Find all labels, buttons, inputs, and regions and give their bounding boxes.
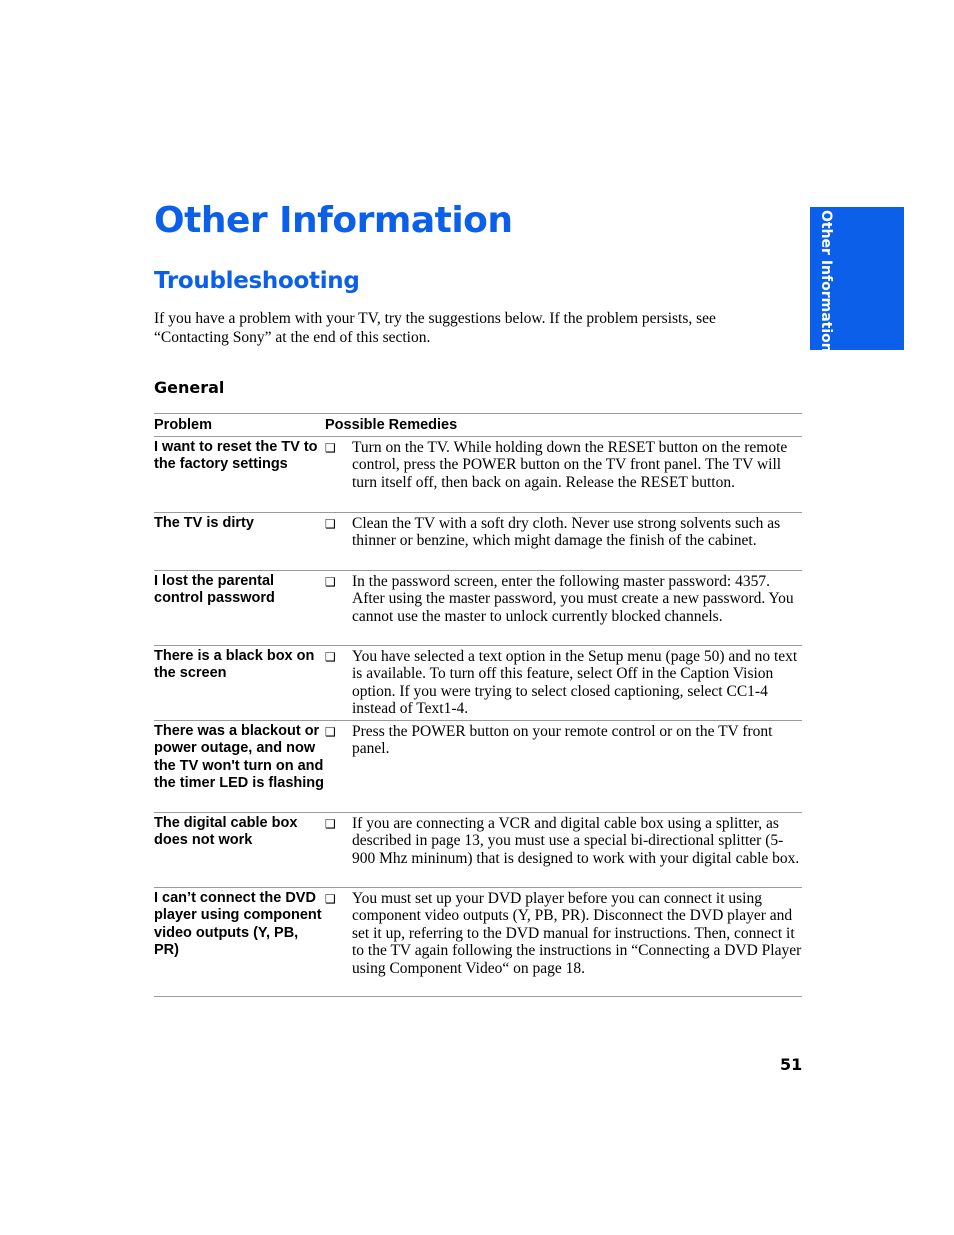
remedy-cell: Clean the TV with a soft dry cloth. Never use strong solvents such as thinner or benzine, which might damage the finish of the cabinet. [352, 515, 781, 550]
problem-cell: There is a black box on the screen [154, 648, 315, 682]
remedy-cell: In the password screen, enter the following master password: 4357. After using the master password, you must create a new password. You cannot use the master to unlock currently blocked channels. [352, 573, 794, 625]
problem-cell: I want to reset the TV to the factory settings [154, 439, 318, 473]
page-number: 51 [780, 1055, 803, 1074]
checkbox-bullet-icon: ❑ [325, 441, 336, 455]
troubleshooting-table [154, 413, 802, 997]
checkbox-bullet-icon: ❑ [325, 650, 336, 664]
checkbox-bullet-icon: ❑ [325, 892, 336, 906]
checkbox-bullet-icon: ❑ [325, 575, 336, 589]
table-header [154, 413, 802, 437]
remedy-cell: You have selected a text option in the Setup menu (page 50) and no text is available. To turn off this feature, select Off in the Caption Vision option. If you were trying to select closed captioning, select CC1-4 instead of Text1-4. [352, 648, 798, 718]
section-title: Troubleshooting [154, 268, 360, 294]
problem-cell: The digital cable box does not work [154, 815, 298, 849]
problem-cell: I lost the parental control password [154, 573, 275, 607]
problem-cell: There was a blackout or power outage, and now the TV won't turn on and the timer LED is flashing [154, 723, 324, 792]
checkbox-bullet-icon: ❑ [325, 817, 336, 831]
table-row [154, 646, 802, 721]
problem-cell: I can’t connect the DVD player using component video outputs (Y, PB, PR) [154, 890, 322, 959]
table-row [154, 437, 802, 513]
checkbox-bullet-icon: ❑ [325, 725, 336, 739]
problem-cell: The TV is dirty [154, 515, 254, 531]
header-remedies: Possible Remedies [325, 417, 458, 433]
page-heading: Other Information [154, 200, 513, 241]
table-row [154, 888, 802, 997]
table-row [154, 513, 802, 571]
remedy-cell: Turn on the TV. While holding down the RESET button on the remote control, press the POWER button on the TV front panel. The TV will turn itself off, then back on again. Release the RESET button. [352, 439, 788, 491]
table-row [154, 721, 802, 813]
subsection-title: General [154, 378, 225, 397]
table-row [154, 813, 802, 888]
remedy-cell: You must set up your DVD player before you can connect it using component video outputs (Y, PB, PR). Disconnect the DVD player and set it up, referring to the DVD manual for instructions. Then, connect it to the TV again following the instructions in “Connecting a DVD Player using Component Video“ on page 18. [352, 890, 802, 977]
remedy-cell: Press the POWER button on your remote control or on the TV front panel. [352, 723, 773, 758]
checkbox-bullet-icon: ❑ [325, 517, 336, 531]
header-problem: Problem [154, 417, 213, 433]
side-tab-label: Other Information [818, 210, 834, 353]
side-tab [810, 207, 904, 353]
table-row [154, 571, 802, 646]
intro-paragraph: If you have a problem with your TV, try the suggestions below. If the problem persists, see “Contacting Sony” at the end of this section. [154, 310, 716, 346]
remedy-cell: If you are connecting a VCR and digital cable box using a splitter, as described in page 13, you must use a special bi-directional splitter (5-900 Mhz mininum) that is designed to work with your digital cable box. [352, 815, 800, 867]
